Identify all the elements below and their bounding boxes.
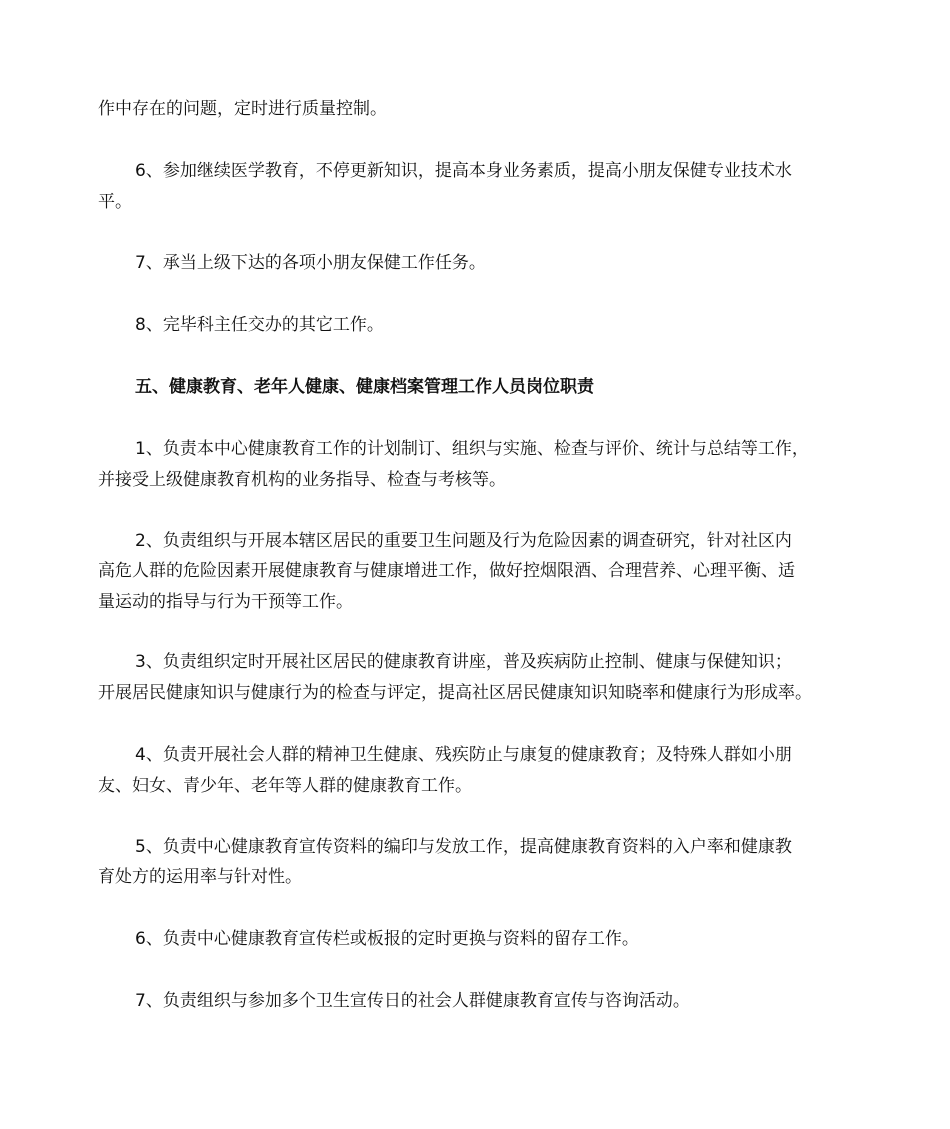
item-7: 7、承当上级下达的各项小朋友保健工作任务。: [135, 253, 486, 273]
section-item-2-line-2: 高危人群的危险因素开展健康教育与健康增进工作，做好控烟限酒、合理营养、心理平衡、适: [98, 561, 795, 581]
section-item-4-line-2: 友、妇女、青少年、老年等人群的健康教育工作。: [98, 776, 472, 796]
section-heading: 五、健康教育、老年人健康、健康档案管理工作人员岗位职责: [135, 377, 594, 397]
section-item-1-line-2: 并接受上级健康教育机构的业务指导、检查与考核等。: [98, 470, 506, 490]
paragraph-continuation: 作中存在的问题，定时进行质量控制。: [98, 99, 387, 119]
section-item-2-line-1: 2、负责组织与开展本辖区居民的重要卫生问题及行为危险因素的调查研究，针对社区内: [135, 531, 792, 551]
section-item-5-line-2: 育处方的运用率与针对性。: [98, 867, 302, 887]
section-item-3-line-1: 3、负责组织定时开展社区居民的健康教育讲座，普及疾病防止控制、健康与保健知识；: [135, 652, 792, 672]
section-item-5-line-1: 5、负责中心健康教育宣传资料的编印与发放工作，提高健康教育资料的入户率和健康教: [135, 837, 792, 857]
item-6-line-1: 6、参加继续医学教育，不停更新知识，提高本身业务素质，提高小朋友保健专业技术水: [135, 161, 792, 181]
section-item-4-line-1: 4、负责开展社会人群的精神卫生健康、残疾防止与康复的健康教育；及特殊人群如小朋: [135, 745, 792, 765]
item-8: 8、完毕科主任交办的其它工作。: [135, 315, 384, 335]
item-6-line-2: 平。: [98, 192, 132, 212]
section-item-3-line-2: 开展居民健康知识与健康行为的检查与评定，提高社区居民健康知识知晓率和健康行为形成率。: [98, 683, 812, 703]
section-item-1-line-1: 1、负责本中心健康教育工作的计划制订、组织与实施、检查与评价、统计与总结等工作，: [135, 439, 809, 459]
section-item-2-line-3: 量运动的指导与行为干预等工作。: [98, 592, 353, 612]
section-item-7: 7、负责组织与参加多个卫生宣传日的社会人群健康教育宣传与咨询活动。: [135, 991, 690, 1011]
section-item-6: 6、负责中心健康教育宣传栏或板报的定时更换与资料的留存工作。: [135, 929, 639, 949]
